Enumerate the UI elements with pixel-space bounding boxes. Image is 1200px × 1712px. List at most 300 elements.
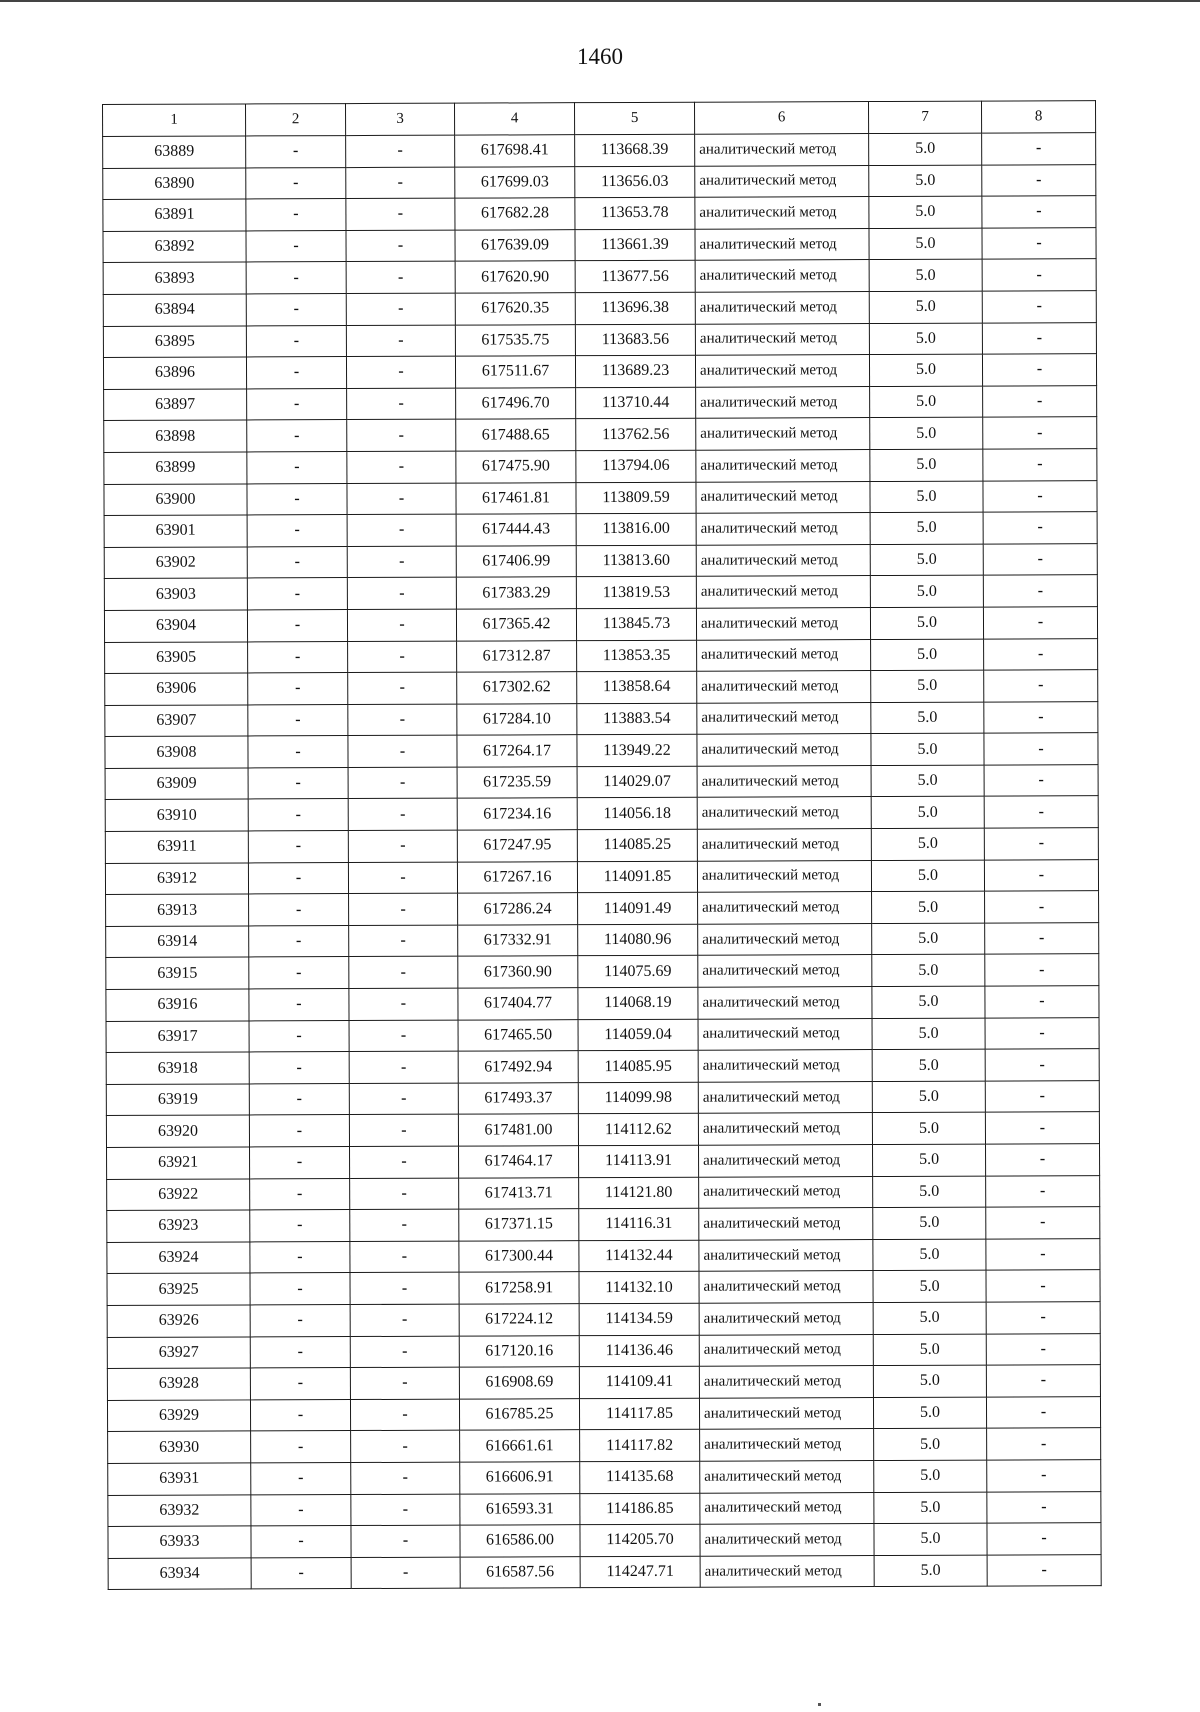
cell-y-coordinate: 113710.44 bbox=[576, 387, 696, 419]
cell-y-coordinate: 114080.96 bbox=[578, 924, 698, 956]
cell-col-8: - bbox=[984, 638, 1098, 670]
cell-x-coordinate: 617699.03 bbox=[455, 166, 575, 198]
cell-y-coordinate: 114113.91 bbox=[579, 1145, 699, 1177]
cell-method: аналитический метод bbox=[700, 1524, 874, 1556]
cell-col-8: - bbox=[983, 385, 1097, 417]
cell-col-2: - bbox=[250, 1273, 350, 1305]
cell-accuracy: 5.0 bbox=[874, 1555, 987, 1587]
cell-accuracy: 5.0 bbox=[869, 354, 982, 386]
cell-point-number: 63895 bbox=[103, 326, 246, 358]
column-header-2: 2 bbox=[246, 104, 346, 136]
cell-x-coordinate: 617284.10 bbox=[457, 703, 577, 735]
table-row bbox=[105, 796, 1098, 831]
cell-x-coordinate: 617360.90 bbox=[458, 956, 578, 988]
cell-method: аналитический метод bbox=[697, 829, 871, 861]
cell-col-3: - bbox=[348, 704, 457, 736]
cell-point-number: 63932 bbox=[108, 1494, 251, 1526]
table-row bbox=[105, 859, 1098, 894]
table-header bbox=[103, 101, 1096, 137]
cell-point-number: 63892 bbox=[103, 231, 246, 263]
cell-accuracy: 5.0 bbox=[870, 386, 983, 418]
cell-method: аналитический метод bbox=[699, 1334, 873, 1366]
table-row bbox=[107, 1302, 1100, 1337]
cell-y-coordinate: 113845.73 bbox=[576, 608, 696, 640]
table-row bbox=[108, 1428, 1101, 1463]
cell-accuracy: 5.0 bbox=[871, 733, 984, 765]
cell-accuracy: 5.0 bbox=[870, 481, 983, 513]
cell-x-coordinate: 617300.44 bbox=[459, 1240, 579, 1272]
cell-method: аналитический метод bbox=[700, 1555, 874, 1587]
cell-col-8: - bbox=[986, 1144, 1100, 1176]
cell-accuracy: 5.0 bbox=[873, 1176, 986, 1208]
table-row bbox=[105, 670, 1098, 705]
table-row bbox=[103, 259, 1096, 294]
cell-point-number: 63893 bbox=[103, 262, 246, 294]
cell-method: аналитический метод bbox=[695, 292, 869, 324]
cell-col-3: - bbox=[350, 1336, 459, 1368]
cell-y-coordinate: 113683.56 bbox=[575, 324, 695, 356]
cell-col-3: - bbox=[346, 356, 455, 388]
cell-y-coordinate: 114109.41 bbox=[579, 1366, 699, 1398]
cell-y-coordinate: 113813.60 bbox=[576, 545, 696, 577]
cell-point-number: 63910 bbox=[105, 799, 248, 831]
table-row bbox=[107, 1238, 1100, 1273]
cell-point-number: 63911 bbox=[105, 831, 248, 863]
table-row bbox=[105, 638, 1098, 673]
cell-x-coordinate: 617698.41 bbox=[455, 135, 575, 167]
cell-point-number: 63898 bbox=[104, 420, 247, 452]
cell-method: аналитический метод bbox=[695, 355, 869, 387]
cell-col-2: - bbox=[248, 799, 348, 831]
cell-accuracy: 5.0 bbox=[871, 702, 984, 734]
cell-method: аналитический метод bbox=[696, 449, 870, 481]
cell-accuracy: 5.0 bbox=[869, 291, 982, 323]
cell-col-3: - bbox=[347, 419, 456, 451]
cell-col-2: - bbox=[248, 767, 348, 799]
cell-accuracy: 5.0 bbox=[873, 1365, 986, 1397]
cell-y-coordinate: 114056.18 bbox=[577, 798, 697, 830]
cell-method: аналитический метод bbox=[700, 1429, 874, 1461]
cell-point-number: 63894 bbox=[103, 294, 246, 326]
cell-col-8: - bbox=[987, 1554, 1101, 1586]
cell-method: аналитический метод bbox=[699, 1208, 873, 1240]
cell-col-3: - bbox=[350, 1146, 459, 1178]
cell-method: аналитический метод bbox=[699, 1303, 873, 1335]
cell-method: аналитический метод bbox=[700, 1492, 874, 1524]
cell-method: аналитический метод bbox=[699, 1397, 873, 1429]
cell-col-8: - bbox=[984, 765, 1098, 797]
cell-col-2: - bbox=[249, 1020, 349, 1052]
cell-col-3: - bbox=[347, 577, 456, 609]
cell-col-2: - bbox=[249, 957, 349, 989]
cell-method: аналитический метод bbox=[697, 765, 871, 797]
cell-method: аналитический метод bbox=[699, 1366, 873, 1398]
cell-x-coordinate: 617464.17 bbox=[459, 1146, 579, 1178]
cell-col-8: - bbox=[987, 1460, 1101, 1492]
cell-col-3: - bbox=[346, 198, 455, 230]
cell-y-coordinate: 114085.95 bbox=[578, 1050, 698, 1082]
page-top-border bbox=[0, 0, 1200, 2]
cell-col-3: - bbox=[349, 1115, 458, 1147]
table-row bbox=[106, 1017, 1099, 1052]
cell-method: аналитический метод bbox=[700, 1460, 874, 1492]
table-row bbox=[103, 133, 1096, 168]
cell-col-8: - bbox=[985, 1112, 1099, 1144]
cell-method: аналитический метод bbox=[698, 1081, 872, 1113]
cell-x-coordinate: 617267.16 bbox=[457, 861, 577, 893]
cell-col-3: - bbox=[346, 167, 455, 199]
cell-col-2: - bbox=[250, 1178, 350, 1210]
cell-x-coordinate: 617120.16 bbox=[459, 1335, 579, 1367]
cell-col-3: - bbox=[346, 293, 455, 325]
cell-point-number: 63903 bbox=[104, 578, 247, 610]
cell-col-2: - bbox=[248, 736, 348, 768]
cell-col-8: - bbox=[987, 1491, 1101, 1523]
cell-col-8: - bbox=[986, 1238, 1100, 1270]
cell-col-3: - bbox=[346, 262, 455, 294]
cell-col-3: - bbox=[350, 1273, 459, 1305]
cell-point-number: 63916 bbox=[106, 989, 249, 1021]
table-row bbox=[103, 354, 1096, 389]
cell-col-3: - bbox=[351, 1557, 460, 1589]
table-row bbox=[108, 1523, 1101, 1558]
cell-x-coordinate: 616785.25 bbox=[459, 1398, 579, 1430]
cell-accuracy: 5.0 bbox=[871, 797, 984, 829]
cell-col-3: - bbox=[347, 388, 456, 420]
cell-y-coordinate: 114132.44 bbox=[579, 1240, 699, 1272]
cell-col-2: - bbox=[249, 894, 349, 926]
cell-y-coordinate: 113853.35 bbox=[577, 640, 697, 672]
cell-method: аналитический метод bbox=[697, 702, 871, 734]
table-row bbox=[104, 543, 1097, 578]
cell-x-coordinate: 617620.35 bbox=[455, 293, 575, 325]
cell-col-2: - bbox=[246, 230, 346, 262]
cell-y-coordinate: 114117.82 bbox=[580, 1430, 700, 1462]
table-row bbox=[106, 1112, 1099, 1147]
cell-col-2: - bbox=[249, 925, 349, 957]
cell-x-coordinate: 616586.00 bbox=[460, 1525, 580, 1557]
cell-col-8: - bbox=[985, 891, 1099, 923]
cell-col-8: - bbox=[983, 543, 1097, 575]
cell-col-3: - bbox=[348, 862, 457, 894]
cell-col-2: - bbox=[250, 1336, 350, 1368]
cell-col-2: - bbox=[246, 199, 346, 231]
cell-col-2: - bbox=[247, 546, 347, 578]
cell-y-coordinate: 113656.03 bbox=[575, 166, 695, 198]
cell-col-3: - bbox=[350, 1304, 459, 1336]
table-row bbox=[103, 227, 1096, 262]
cell-y-coordinate: 113819.53 bbox=[576, 577, 696, 609]
cell-accuracy: 5.0 bbox=[871, 639, 984, 671]
cell-x-coordinate: 617492.94 bbox=[458, 1051, 578, 1083]
cell-col-2: - bbox=[247, 483, 347, 515]
table-row bbox=[107, 1144, 1100, 1179]
cell-method: аналитический метод bbox=[695, 323, 869, 355]
cell-col-8: - bbox=[986, 1302, 1100, 1334]
cell-accuracy: 5.0 bbox=[870, 575, 983, 607]
table-row bbox=[107, 1365, 1100, 1400]
cell-col-3: - bbox=[348, 830, 457, 862]
cell-method: аналитический метод bbox=[698, 1113, 872, 1145]
cell-method: аналитический метод bbox=[696, 544, 870, 576]
cell-y-coordinate: 114117.85 bbox=[579, 1398, 699, 1430]
cell-col-8: - bbox=[986, 1365, 1100, 1397]
cell-x-coordinate: 617247.95 bbox=[457, 830, 577, 862]
cell-col-8: - bbox=[984, 859, 1098, 891]
cell-point-number: 63929 bbox=[107, 1400, 250, 1432]
cell-col-2: - bbox=[246, 325, 346, 357]
cell-accuracy: 5.0 bbox=[871, 860, 984, 892]
cell-y-coordinate: 113696.38 bbox=[575, 292, 695, 324]
cell-col-3: - bbox=[351, 1494, 460, 1526]
column-header-6: 6 bbox=[694, 102, 868, 135]
cell-col-3: - bbox=[349, 957, 458, 989]
cell-method: аналитический метод bbox=[698, 1018, 872, 1050]
cell-accuracy: 5.0 bbox=[869, 196, 982, 228]
cell-col-3: - bbox=[348, 672, 457, 704]
cell-x-coordinate: 617475.90 bbox=[456, 451, 576, 483]
cell-y-coordinate: 114075.69 bbox=[578, 956, 698, 988]
cell-col-2: - bbox=[246, 167, 346, 199]
cell-y-coordinate: 114136.46 bbox=[579, 1335, 699, 1367]
page-number: 1460 bbox=[577, 44, 623, 69]
cell-y-coordinate: 114068.19 bbox=[578, 987, 698, 1019]
cell-method: аналитический метод bbox=[697, 797, 871, 829]
cell-method: аналитический метод bbox=[696, 418, 870, 450]
table-row bbox=[108, 1554, 1101, 1589]
cell-col-2: - bbox=[251, 1494, 351, 1526]
cell-accuracy: 5.0 bbox=[873, 1270, 986, 1302]
cell-accuracy: 5.0 bbox=[872, 1049, 985, 1081]
cell-y-coordinate: 113762.56 bbox=[576, 419, 696, 451]
cell-col-3: - bbox=[346, 325, 455, 357]
cell-point-number: 63901 bbox=[104, 515, 247, 547]
table-row bbox=[108, 1460, 1101, 1495]
cell-col-8: - bbox=[983, 449, 1097, 481]
cell-method: аналитический метод bbox=[699, 1176, 873, 1208]
table-row bbox=[104, 480, 1097, 515]
cell-col-2: - bbox=[246, 136, 346, 168]
cell-col-3: - bbox=[348, 735, 457, 767]
cell-col-3: - bbox=[351, 1430, 460, 1462]
cell-col-2: - bbox=[246, 262, 346, 294]
cell-method: аналитический метод bbox=[698, 955, 872, 987]
cell-accuracy: 5.0 bbox=[874, 1428, 987, 1460]
cell-col-2: - bbox=[247, 451, 347, 483]
cell-col-3: - bbox=[349, 925, 458, 957]
cell-x-coordinate: 616908.69 bbox=[459, 1367, 579, 1399]
cell-point-number: 63925 bbox=[107, 1273, 250, 1305]
cell-method: аналитический метод bbox=[699, 1145, 873, 1177]
cell-method: аналитический метод bbox=[695, 228, 869, 260]
cell-method: аналитический метод bbox=[698, 987, 872, 1019]
table-row bbox=[106, 891, 1099, 926]
cell-col-3: - bbox=[346, 135, 455, 167]
cell-col-2: - bbox=[248, 641, 348, 673]
cell-col-2: - bbox=[248, 862, 348, 894]
cell-col-2: - bbox=[250, 1210, 350, 1242]
cell-col-8: - bbox=[984, 701, 1098, 733]
cell-method: аналитический метод bbox=[698, 1050, 872, 1082]
cell-point-number: 63915 bbox=[106, 957, 249, 989]
cell-y-coordinate: 113809.59 bbox=[576, 482, 696, 514]
cell-point-number: 63891 bbox=[103, 199, 246, 231]
cell-point-number: 63930 bbox=[108, 1431, 251, 1463]
cell-method: аналитический метод bbox=[696, 386, 870, 418]
cell-col-3: - bbox=[349, 988, 458, 1020]
cell-x-coordinate: 617488.65 bbox=[456, 419, 576, 451]
cell-col-3: - bbox=[348, 767, 457, 799]
cell-col-3: - bbox=[347, 609, 456, 641]
cell-accuracy: 5.0 bbox=[870, 512, 983, 544]
cell-point-number: 63900 bbox=[104, 483, 247, 515]
cell-point-number: 63899 bbox=[104, 452, 247, 484]
cell-method: аналитический метод bbox=[695, 260, 869, 292]
cell-point-number: 63924 bbox=[107, 1242, 250, 1274]
header-row bbox=[103, 101, 1096, 137]
cell-col-2: - bbox=[249, 989, 349, 1021]
table-row bbox=[103, 196, 1096, 231]
cell-point-number: 63897 bbox=[104, 389, 247, 421]
cell-col-3: - bbox=[350, 1241, 459, 1273]
table-row bbox=[104, 575, 1097, 610]
cell-accuracy: 5.0 bbox=[872, 1081, 985, 1113]
cell-method: аналитический метод bbox=[699, 1271, 873, 1303]
cell-col-2: - bbox=[249, 1115, 349, 1147]
cell-point-number: 63928 bbox=[107, 1368, 250, 1400]
cell-col-3: - bbox=[347, 451, 456, 483]
cell-col-8: - bbox=[986, 1270, 1100, 1302]
cell-y-coordinate: 113794.06 bbox=[576, 450, 696, 482]
table-row bbox=[107, 1270, 1100, 1305]
cell-col-8: - bbox=[984, 670, 1098, 702]
cell-method: аналитический метод bbox=[696, 607, 870, 639]
cell-col-8: - bbox=[984, 796, 1098, 828]
cell-method: аналитический метод bbox=[695, 134, 869, 166]
cell-point-number: 63896 bbox=[103, 357, 246, 389]
cell-accuracy: 5.0 bbox=[869, 228, 982, 260]
cell-col-8: - bbox=[982, 354, 1096, 386]
cell-col-2: - bbox=[246, 357, 346, 389]
cell-method: аналитический метод bbox=[696, 513, 870, 545]
cell-x-coordinate: 617371.15 bbox=[459, 1209, 579, 1241]
cell-col-3: - bbox=[350, 1209, 459, 1241]
cell-x-coordinate: 616661.61 bbox=[460, 1430, 580, 1462]
cell-x-coordinate: 617444.43 bbox=[456, 514, 576, 546]
cell-col-8: - bbox=[983, 575, 1097, 607]
cell-x-coordinate: 617302.62 bbox=[457, 672, 577, 704]
cell-accuracy: 5.0 bbox=[871, 765, 984, 797]
cell-col-8: - bbox=[982, 291, 1096, 323]
cell-point-number: 63904 bbox=[104, 610, 247, 642]
cell-accuracy: 5.0 bbox=[869, 165, 982, 197]
cell-x-coordinate: 617258.91 bbox=[459, 1272, 579, 1304]
cell-col-2: - bbox=[250, 1147, 350, 1179]
cell-col-8: - bbox=[982, 164, 1096, 196]
cell-accuracy: 5.0 bbox=[874, 1492, 987, 1524]
cell-col-8: - bbox=[982, 259, 1096, 291]
table-row bbox=[107, 1175, 1100, 1210]
cell-method: аналитический метод bbox=[696, 481, 870, 513]
cell-x-coordinate: 617465.50 bbox=[458, 1019, 578, 1051]
table-body bbox=[103, 133, 1102, 1590]
cell-y-coordinate: 114091.85 bbox=[577, 861, 697, 893]
cell-col-8: - bbox=[982, 227, 1096, 259]
cell-col-3: - bbox=[349, 1083, 458, 1115]
cell-col-2: - bbox=[251, 1526, 351, 1558]
cell-x-coordinate: 617682.28 bbox=[455, 198, 575, 230]
cell-accuracy: 5.0 bbox=[873, 1239, 986, 1271]
table-row bbox=[103, 164, 1096, 199]
cell-y-coordinate: 114116.31 bbox=[579, 1208, 699, 1240]
cell-accuracy: 5.0 bbox=[872, 1018, 985, 1050]
table-row bbox=[104, 417, 1097, 452]
cell-y-coordinate: 113689.23 bbox=[575, 355, 695, 387]
table-row bbox=[106, 986, 1099, 1021]
table-row bbox=[107, 1396, 1100, 1431]
cell-y-coordinate: 113858.64 bbox=[577, 671, 697, 703]
cell-x-coordinate: 617264.17 bbox=[457, 735, 577, 767]
cell-point-number: 63926 bbox=[107, 1305, 250, 1337]
cell-point-number: 63907 bbox=[105, 705, 248, 737]
cell-accuracy: 5.0 bbox=[870, 449, 983, 481]
cell-x-coordinate: 617461.81 bbox=[456, 482, 576, 514]
cell-point-number: 63921 bbox=[107, 1147, 250, 1179]
cell-col-2: - bbox=[247, 578, 347, 610]
cell-y-coordinate: 114029.07 bbox=[577, 766, 697, 798]
cell-x-coordinate: 617511.67 bbox=[455, 356, 575, 388]
cell-col-8: - bbox=[986, 1396, 1100, 1428]
cell-y-coordinate: 113949.22 bbox=[577, 735, 697, 767]
cell-method: аналитический метод bbox=[698, 923, 872, 955]
table-row bbox=[103, 322, 1096, 357]
column-header-3: 3 bbox=[346, 103, 455, 135]
cell-col-2: - bbox=[247, 609, 347, 641]
cell-col-2: - bbox=[250, 1305, 350, 1337]
cell-accuracy: 5.0 bbox=[870, 607, 983, 639]
cell-y-coordinate: 114121.80 bbox=[579, 1177, 699, 1209]
cell-col-2: - bbox=[247, 515, 347, 547]
cell-x-coordinate: 617404.77 bbox=[458, 988, 578, 1020]
table-row bbox=[106, 954, 1099, 989]
column-header-5: 5 bbox=[574, 102, 694, 134]
cell-col-3: - bbox=[350, 1178, 459, 1210]
cell-accuracy: 5.0 bbox=[872, 923, 985, 955]
cell-y-coordinate: 113883.54 bbox=[577, 703, 697, 735]
cell-x-coordinate: 617312.87 bbox=[457, 640, 577, 672]
cell-x-coordinate: 616587.56 bbox=[460, 1556, 580, 1588]
column-header-1: 1 bbox=[103, 104, 246, 137]
cell-y-coordinate: 113677.56 bbox=[575, 261, 695, 293]
cell-y-coordinate: 114112.62 bbox=[578, 1114, 698, 1146]
cell-col-2: - bbox=[247, 420, 347, 452]
cell-col-2: - bbox=[248, 704, 348, 736]
cell-x-coordinate: 617332.91 bbox=[458, 925, 578, 957]
cell-point-number: 63913 bbox=[106, 894, 249, 926]
cell-col-3: - bbox=[348, 641, 457, 673]
cell-x-coordinate: 617224.12 bbox=[459, 1304, 579, 1336]
cell-col-3: - bbox=[351, 1525, 460, 1557]
table-row bbox=[105, 828, 1098, 863]
cell-accuracy: 5.0 bbox=[869, 259, 982, 291]
cell-col-8: - bbox=[982, 196, 1096, 228]
cell-col-3: - bbox=[347, 483, 456, 515]
cell-x-coordinate: 617234.16 bbox=[457, 798, 577, 830]
cell-col-3: - bbox=[347, 546, 456, 578]
cell-accuracy: 5.0 bbox=[873, 1144, 986, 1176]
cell-x-coordinate: 617535.75 bbox=[455, 324, 575, 356]
cell-x-coordinate: 617383.29 bbox=[456, 577, 576, 609]
